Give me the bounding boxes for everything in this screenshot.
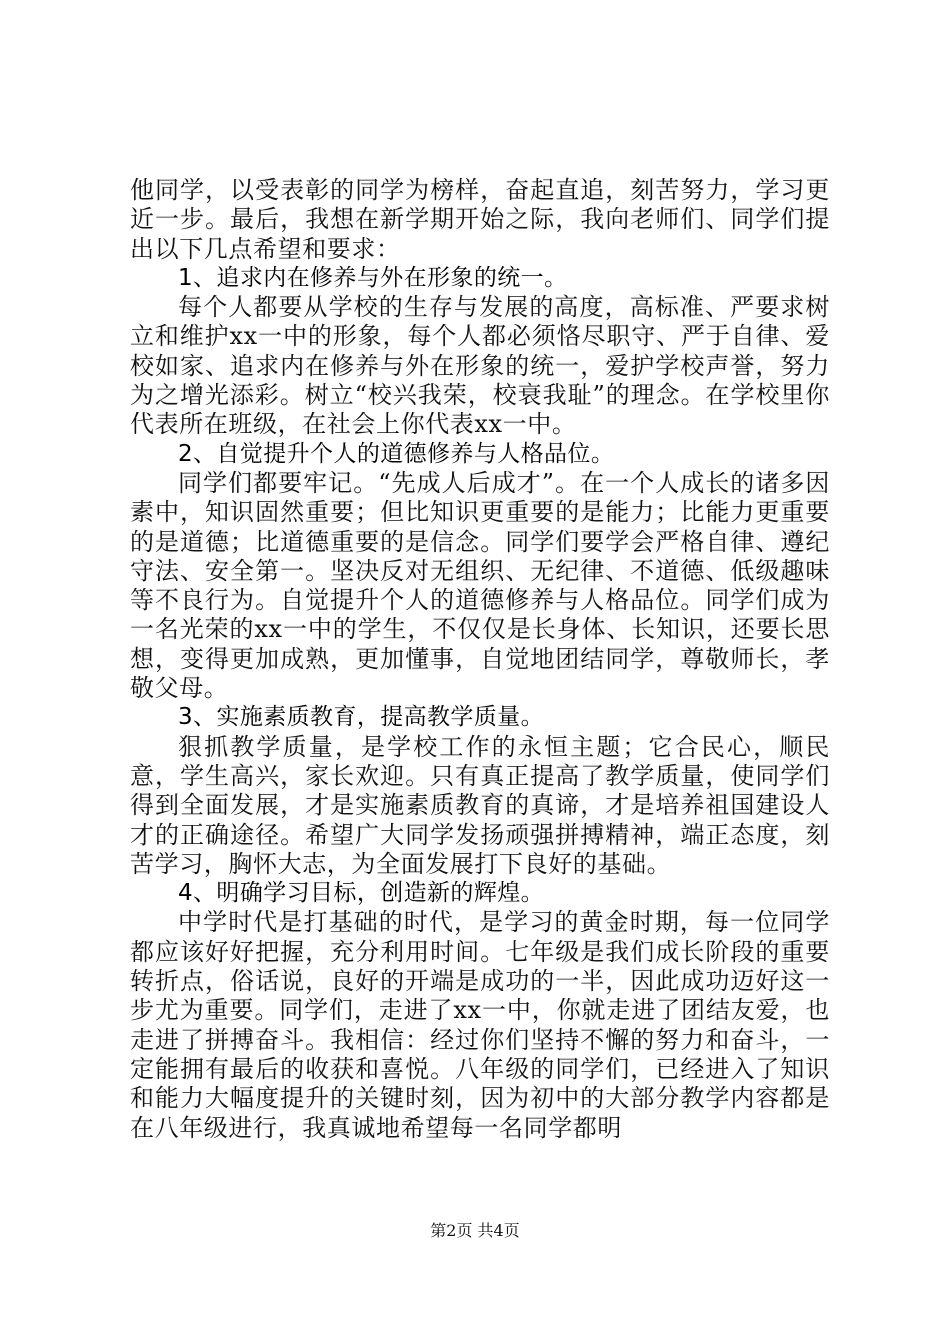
document-body <box>130 176 830 1143</box>
heading-point-3: 3、实施素质教育，提高教学质量。 <box>178 704 545 731</box>
paragraph-point-3: 狠抓教学质量，是学校工作的永恒主题；它合民心，顺民意，学生高兴，家长欢迎。只有真正提高了教学质量，使同学们得到全面发展，才是实施素质教育的真谛，才是培养祖国建设人才的正确途径。希望广大同学发扬顽强拼搏精神，端正态度，刻苦学习，胸怀大志，为全面发展打下良好的基础。 <box>130 732 830 878</box>
heading-point-2: 2、自觉提升个人的道德修养与人格品位。 <box>178 440 615 467</box>
paragraph-point-2: 同学们都要牢记。“先成人后成才”。在一个人成长的诸多因素中，知识固然重要；但比知识更重要的是能力；比能力更重要的是道德；比道德重要的是信念。同学们要学会严格自律、遵纪守法、安全第一。坚决反对无组织、无纪律、不道德、低级趣味等不良行为。自觉提升个人的道德修养与人格品位。同学们成为一名光荣的xx一中的学生，不仅仅是长身体、长知识，还要长思想，变得更加成熟，更加懂事，自觉地团结同学，尊敬师长，孝敬父母。 <box>130 468 830 703</box>
paragraph-intro: 他同学，以受表彰的同学为榜样，奋起直追，刻苦努力，学习更近一步。最后，我想在新学期开始之际，我向老师们、同学们提出以下几点希望和要求： <box>130 176 830 263</box>
paragraph-point-1: 每个人都要从学校的生存与发展的高度，高标准、严要求树立和维护xx一中的形象，每个人都必须恪尽职守、严于自律、爱校如家、追求内在修养与外在形象的统一，爱护学校声誉，努力为之增光添彩。树立“校兴我荣，校衰我耻”的理念。在学校里你代表所在班级，在社会上你代表xx一中。 <box>130 293 830 439</box>
paragraph-point-4: 中学时代是打基础的时代，是学习的黄金时期，每一位同学都应该好好把握，充分利用时间。七年级是我们成长阶段的重要转折点，俗话说，良好的开端是成功的一半，因此成功迈好这一步尤为重要。同学们，走进了xx一中，你就走进了团结友爱，也走进了拼搏奋斗。我相信：经过你们坚持不懈的努力和奋斗，一定能拥有最后的收获和喜悦。八年级的同学们，已经进入了知识和能力大幅度提升的关键时刻，因为初中的大部分教学内容都是在八年级进行，我真诚地希望每一名同学都明 <box>130 908 830 1142</box>
page-number-footer: 第2页 共4页 <box>430 1221 520 1240</box>
heading-point-4: 4、明确学习目标，创造新的辉煌。 <box>178 880 545 907</box>
heading-point-1: 1、追求内在修养与外在形象的统一。 <box>178 264 568 291</box>
